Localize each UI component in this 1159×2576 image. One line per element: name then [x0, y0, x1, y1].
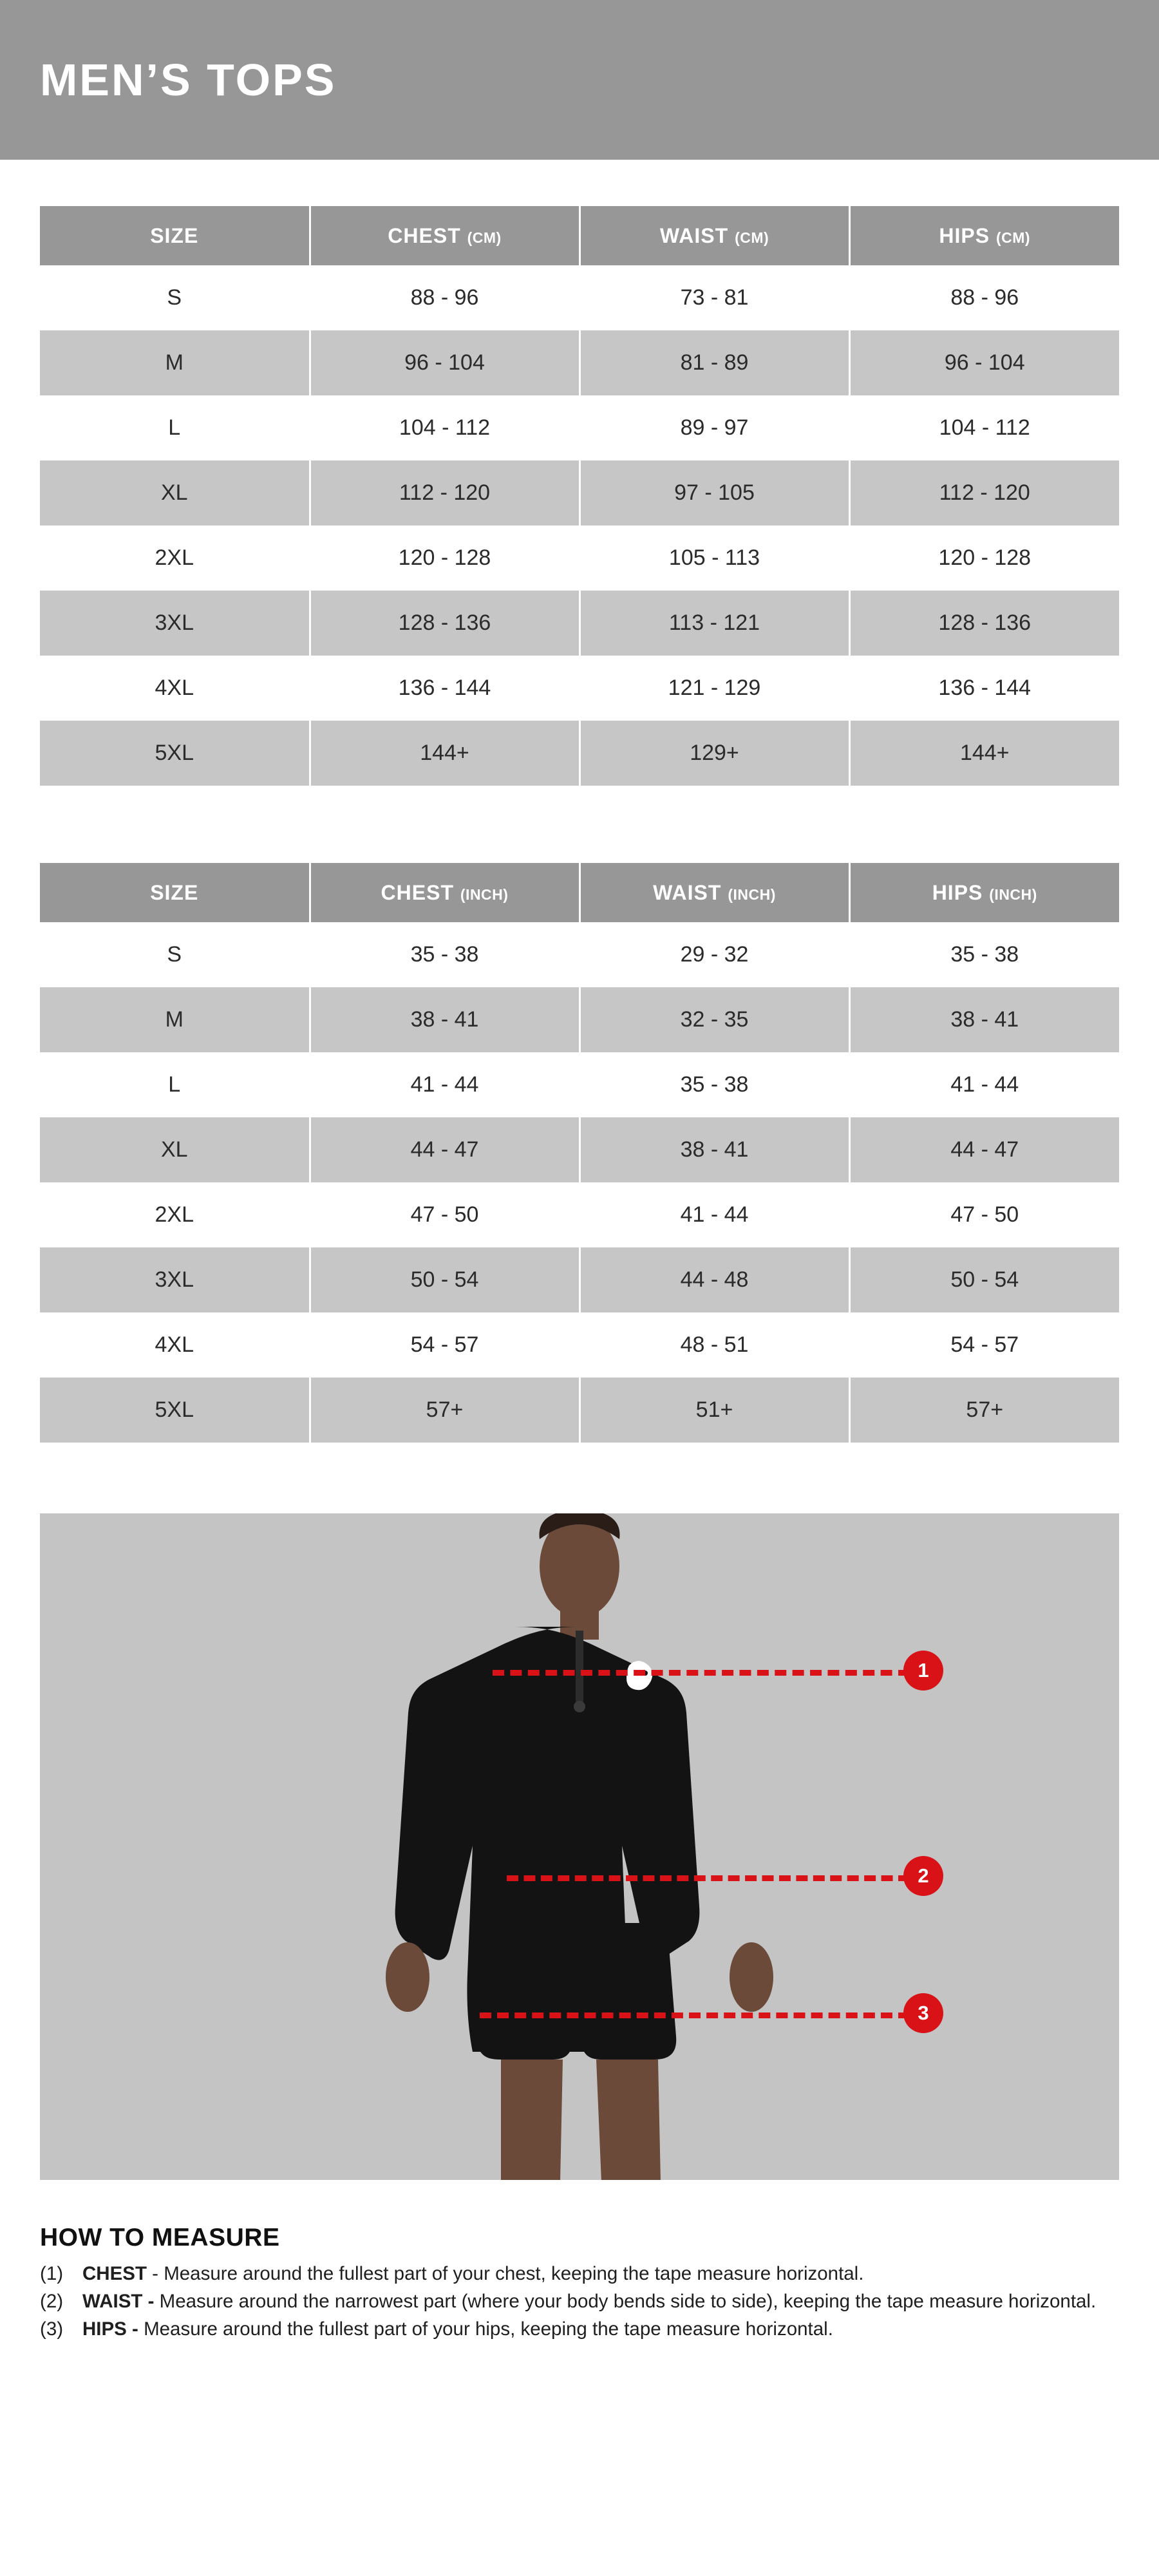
cell-chest: 96 - 104 [310, 330, 580, 395]
inch-col-waist [580, 863, 849, 922]
cell-size: XL [40, 1117, 310, 1182]
table-row [40, 330, 1119, 395]
how-to-item-body: Measure around the fullest part of your hips, keeping the tape measure horizontal. [138, 2318, 833, 2340]
table-row [40, 1052, 1119, 1117]
inch-col-size-label: SIZE [150, 880, 199, 904]
how-to-item-text [82, 2261, 1119, 2286]
cell-waist: 105 - 113 [580, 526, 849, 591]
inch-col-chest [310, 863, 580, 922]
how-to-item-term: CHEST [82, 2263, 147, 2284]
table-row [40, 1247, 1119, 1312]
male-model-illustration [40, 1513, 1119, 2180]
table-row [40, 591, 1119, 656]
cell-hips: 50 - 54 [849, 1247, 1119, 1312]
how-to-item-term: WAIST - [82, 2291, 155, 2313]
cell-chest: 44 - 47 [310, 1117, 580, 1182]
cm-col-hips-label: HIPS [939, 223, 990, 247]
table-row [40, 395, 1119, 460]
table-row [40, 460, 1119, 526]
cell-hips: 44 - 47 [849, 1117, 1119, 1182]
cell-size: 2XL [40, 1182, 310, 1247]
how-to-item-body: - Measure around the fullest part of your chest, keeping the tape measure horizontal. [146, 2263, 864, 2284]
cell-hips: 104 - 112 [849, 395, 1119, 460]
cell-waist: 32 - 35 [580, 987, 849, 1052]
cell-hips: 47 - 50 [849, 1182, 1119, 1247]
cell-hips: 38 - 41 [849, 987, 1119, 1052]
table-gap [0, 786, 1159, 817]
cell-chest: 50 - 54 [310, 1247, 580, 1312]
cm-col-size-label: SIZE [150, 223, 199, 247]
cm-col-hips-unit: (CM) [995, 229, 1031, 246]
cell-size: 3XL [40, 1247, 310, 1312]
how-to-measure-section [40, 2224, 1119, 2396]
cell-hips: 54 - 57 [849, 1312, 1119, 1378]
cell-waist: 81 - 89 [580, 330, 849, 395]
cell-waist: 44 - 48 [580, 1247, 849, 1312]
cm-col-chest [310, 206, 580, 265]
inch-col-waist-unit: (INCH) [728, 886, 776, 903]
cm-col-waist [580, 206, 849, 265]
how-to-item-text [82, 2289, 1119, 2314]
inch-col-size [40, 863, 310, 922]
inch-col-waist-label: WAIST [653, 880, 722, 904]
table-row [40, 987, 1119, 1052]
cell-size: L [40, 395, 310, 460]
cell-size: 3XL [40, 591, 310, 656]
table-row [40, 1312, 1119, 1378]
cm-col-waist-label: WAIST [659, 223, 729, 247]
cell-chest: 88 - 96 [310, 265, 580, 330]
inch-col-hips-label: HIPS [932, 880, 983, 904]
cell-hips: 41 - 44 [849, 1052, 1119, 1117]
cm-col-hips [849, 206, 1119, 265]
inch-col-hips [849, 863, 1119, 922]
cm-col-size [40, 206, 310, 265]
cell-size: 2XL [40, 526, 310, 591]
cell-waist: 89 - 97 [580, 395, 849, 460]
cm-col-waist-unit: (CM) [735, 229, 769, 246]
size-table-inch [40, 863, 1119, 1443]
page-title: MEN’S TOPS [40, 55, 337, 105]
cell-chest: 136 - 144 [310, 656, 580, 721]
cm-header-row [40, 206, 1119, 265]
cell-hips: 88 - 96 [849, 265, 1119, 330]
table-row [40, 265, 1119, 330]
marker-1-chest: 1 [903, 1651, 943, 1690]
cm-table-head [40, 206, 1119, 265]
table-row [40, 526, 1119, 591]
how-to-measure-title: HOW TO MEASURE [40, 2224, 280, 2251]
table-row [40, 721, 1119, 786]
waist-measure-line [507, 1875, 910, 1881]
cell-chest: 120 - 128 [310, 526, 580, 591]
cell-waist: 73 - 81 [580, 265, 849, 330]
table-row [40, 1117, 1119, 1182]
inch-col-chest-unit: (INCH) [460, 886, 509, 903]
cell-hips: 35 - 38 [849, 922, 1119, 987]
how-to-item-waist [40, 2289, 1119, 2314]
cell-waist: 97 - 105 [580, 460, 849, 526]
cell-hips: 57+ [849, 1378, 1119, 1443]
cell-size: 4XL [40, 1312, 310, 1378]
cell-chest: 104 - 112 [310, 395, 580, 460]
cell-chest: 57+ [310, 1378, 580, 1443]
cell-waist: 41 - 44 [580, 1182, 849, 1247]
table-row [40, 922, 1119, 987]
cm-col-chest-unit: (CM) [467, 229, 502, 246]
table-row [40, 656, 1119, 721]
cell-chest: 47 - 50 [310, 1182, 580, 1247]
measurement-figure [40, 1513, 1119, 2180]
hips-measure-line [480, 2012, 910, 2018]
marker-3-hips: 3 [903, 1993, 943, 2033]
page-header [0, 0, 1159, 160]
cell-chest: 54 - 57 [310, 1312, 580, 1378]
inch-col-chest-label: CHEST [381, 880, 454, 904]
how-to-item-term: HIPS - [82, 2318, 138, 2340]
cell-waist: 129+ [580, 721, 849, 786]
cell-chest: 35 - 38 [310, 922, 580, 987]
how-to-item-number: (2) [40, 2291, 64, 2313]
inch-table-body [40, 922, 1119, 1443]
inch-header-row [40, 863, 1119, 922]
cell-hips: 96 - 104 [849, 330, 1119, 395]
how-to-item-chest [40, 2261, 1119, 2286]
cell-size: S [40, 265, 310, 330]
cell-waist: 48 - 51 [580, 1312, 849, 1378]
cell-chest: 41 - 44 [310, 1052, 580, 1117]
cell-hips: 144+ [849, 721, 1119, 786]
how-to-item-number: (1) [40, 2263, 64, 2284]
cell-chest: 144+ [310, 721, 580, 786]
cell-waist: 51+ [580, 1378, 849, 1443]
chest-measure-line [493, 1670, 910, 1676]
inch-col-hips-unit: (INCH) [989, 886, 1037, 903]
cell-size: M [40, 987, 310, 1052]
how-to-item-hips [40, 2316, 1119, 2342]
cell-waist: 29 - 32 [580, 922, 849, 987]
cell-hips: 136 - 144 [849, 656, 1119, 721]
cell-chest: 128 - 136 [310, 591, 580, 656]
how-to-item-body: Measure around the narrowest part (where your body bends side to side), keeping the tape measure horizontal. [154, 2291, 1097, 2313]
inch-table-head [40, 863, 1119, 922]
cell-hips: 120 - 128 [849, 526, 1119, 591]
size-table-cm [40, 206, 1119, 786]
cell-chest: 112 - 120 [310, 460, 580, 526]
cell-size: 5XL [40, 721, 310, 786]
cell-size: S [40, 922, 310, 987]
how-to-item-text [82, 2316, 1119, 2342]
cell-waist: 38 - 41 [580, 1117, 849, 1182]
cell-waist: 113 - 121 [580, 591, 849, 656]
cell-size: 5XL [40, 1378, 310, 1443]
table-row [40, 1182, 1119, 1247]
cell-waist: 121 - 129 [580, 656, 849, 721]
cell-size: XL [40, 460, 310, 526]
how-to-item-number: (3) [40, 2318, 64, 2340]
cell-hips: 112 - 120 [849, 460, 1119, 526]
cell-hips: 128 - 136 [849, 591, 1119, 656]
marker-2-waist: 2 [903, 1856, 943, 1896]
cell-size: L [40, 1052, 310, 1117]
cm-table-body [40, 265, 1119, 786]
cm-table-wrapper [0, 206, 1159, 786]
cell-chest: 38 - 41 [310, 987, 580, 1052]
table-row [40, 1378, 1119, 1443]
cell-waist: 35 - 38 [580, 1052, 849, 1117]
inch-table-wrapper [0, 863, 1159, 1443]
cell-size: M [40, 330, 310, 395]
cm-col-chest-label: CHEST [388, 223, 461, 247]
cell-size: 4XL [40, 656, 310, 721]
